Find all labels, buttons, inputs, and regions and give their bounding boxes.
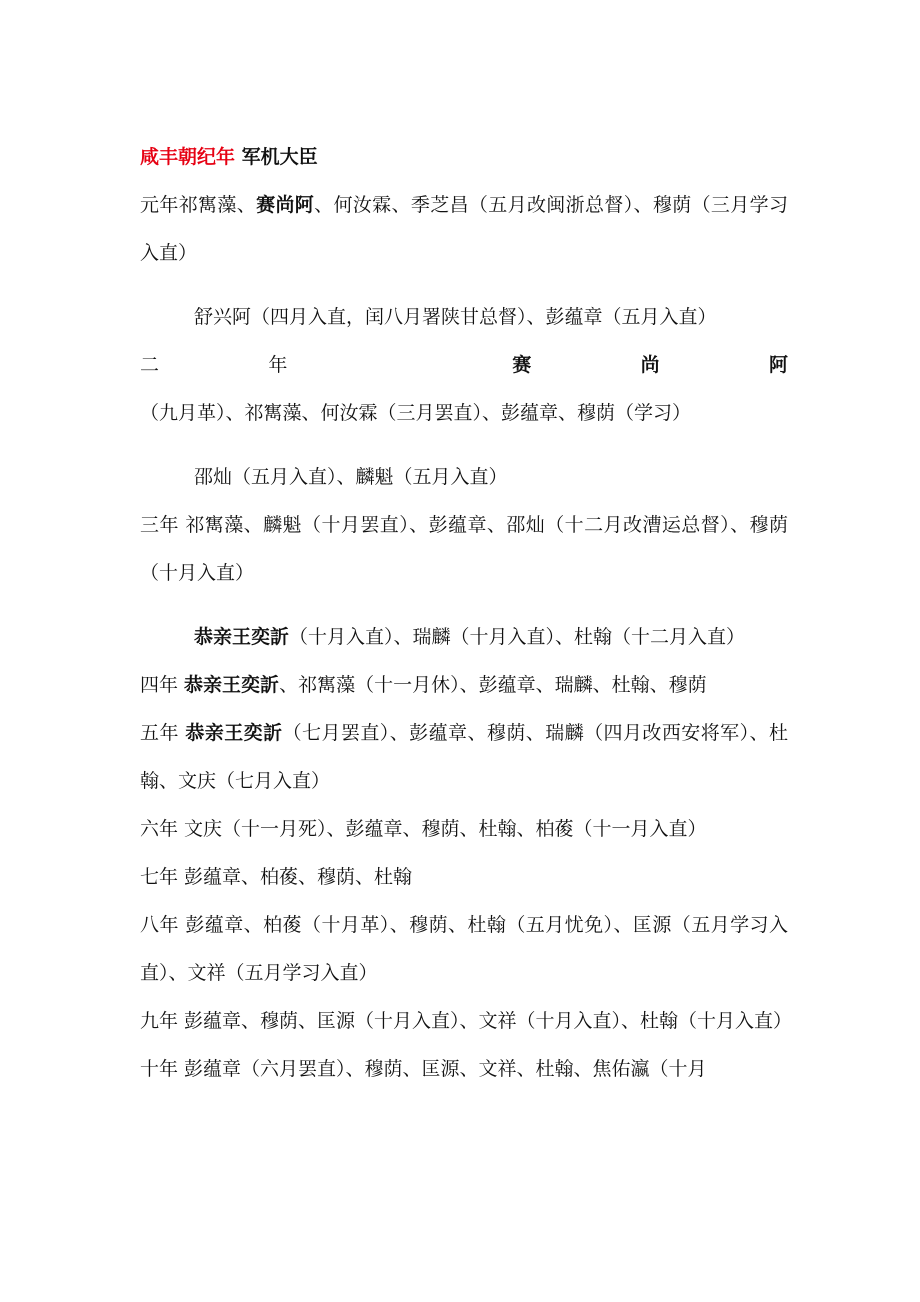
entry-text: 、祁寯藻（十一月休）、彭蕴章、瑞麟、杜翰、穆荫 — [279, 674, 707, 696]
heading-subject: 军机大臣 — [235, 146, 318, 168]
entry-year-3-cont — [140, 613, 788, 661]
entry-text: 、何汝霖、季芝昌（五月改闽浙总督）、穆荫（三月学习入直） — [140, 194, 788, 264]
entry-text: 三年 祁寯藻、麟魁（十月罢直）、彭蕴章、邵灿（十二月改漕运总督）、穆荫（十月入直） — [140, 514, 788, 584]
entry-text: 八年 彭蕴章、柏葰（十月革）、穆荫、杜翰（五月忧免）、匡源（五月学习入直）、文祥（五月学习入直） — [140, 914, 788, 984]
entry-bold-name: 恭亲王奕訢 — [184, 674, 280, 696]
entry-year-3 — [140, 501, 788, 597]
entry-text: （九月革）、祁寯藻、何汝霖（三月罢直）、彭蕴章、穆荫（学习） — [140, 402, 692, 424]
heading-reign-title: 咸丰朝纪年 — [140, 146, 236, 168]
entry-year-6 — [140, 805, 788, 853]
entry-text: 舒兴阿（四月入直，闰八月署陕甘总督）、彭蕴章（五月入直） — [194, 306, 717, 328]
entry-text: 九年 彭蕴章、穆荫、匡源（十月入直）、文祥（十月入直）、杜翰（十月入直） — [140, 1010, 793, 1032]
entry-text: 五年 — [140, 722, 186, 744]
entry-year-5 — [140, 709, 788, 805]
entry-text: （十月入直）、瑞麟（十月入直）、杜翰（十二月入直） — [289, 626, 746, 648]
entry-year-4 — [140, 661, 788, 709]
entry-bold-name: 赛尚阿 — [256, 194, 315, 216]
entry-bold-name: 恭亲王奕訢 — [194, 626, 290, 648]
entry-year-10 — [140, 1045, 788, 1093]
entry-bold-name: 恭亲王奕訢 — [185, 722, 283, 744]
entry-text: （七月罢直）、彭蕴章、穆荫、瑞麟（四月改西安将军）、杜翰、文庆（七月入直） — [140, 722, 788, 792]
entry-year-9 — [140, 997, 793, 1045]
entry-year-1 — [140, 181, 788, 277]
document-body — [140, 133, 793, 1093]
entry-text: 十年 彭蕴章（六月罢直）、穆荫、匡源、文祥、杜翰、焦佑瀛（十月 — [140, 1058, 707, 1080]
entry-year-2 — [140, 341, 788, 437]
entry-year-1-cont — [140, 293, 788, 341]
entry-text: 二年 — [140, 354, 513, 376]
entry-text: 七年 彭蕴章、柏葰、穆荫、杜翰 — [140, 866, 413, 888]
entry-year-8 — [140, 901, 788, 997]
entry-text: 四年 — [140, 674, 185, 696]
entry-text: 邵灿（五月入直）、麟魁（五月入直） — [194, 466, 508, 488]
entry-text: 六年 文庆（十一月死）、彭蕴章、穆荫、杜翰、柏葰（十一月入直） — [140, 818, 707, 840]
entry-text: 元年祁寯藻、 — [140, 194, 257, 216]
entry-year-7 — [140, 853, 788, 901]
entry-year-2-cont — [140, 453, 788, 501]
entry-bold-name: 赛尚阿 — [512, 354, 788, 376]
section-heading — [140, 133, 788, 181]
